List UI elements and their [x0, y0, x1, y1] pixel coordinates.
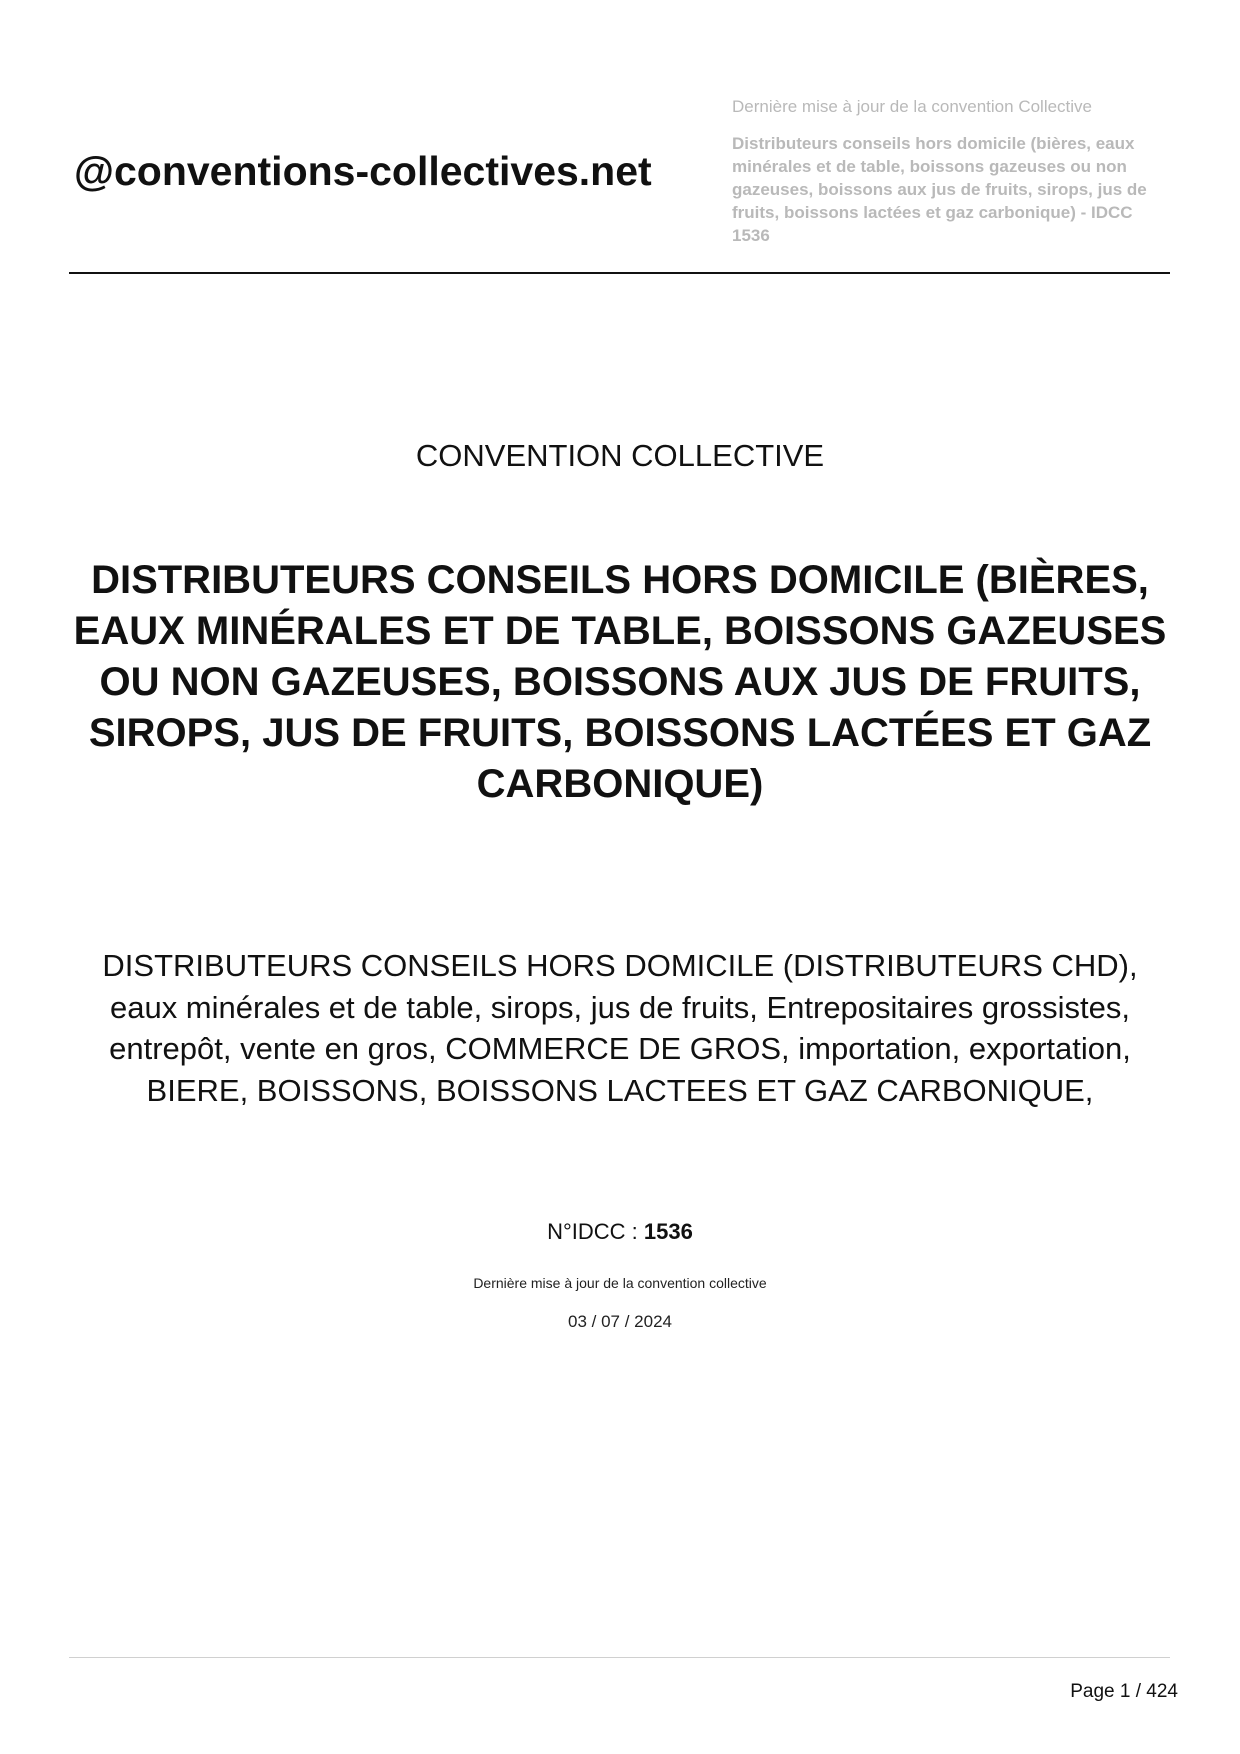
- update-date: 03 / 07 / 2024: [568, 1312, 672, 1331]
- header-convention-title: Distributeurs conseils hors domicile (bières, eaux minérales et de table, boissons gazeuses ou non gazeuses, boissons aux jus de fruits, sirops, jus de fruits, boissons lactées et gaz carbonique) - IDCC 1536: [732, 134, 1147, 245]
- site-name: @conventions-collectives.net: [74, 148, 652, 194]
- idcc-label: N°IDCC :: [547, 1219, 644, 1244]
- document-keywords: DISTRIBUTEURS CONSEILS HORS DOMICILE (DISTRIBUTEURS CHD), eaux minérales et de table, sirops, jus de fruits, Entrepositaires grossistes, entrepôt, vente en gros, COMMERCE DE GROS, importation, exportation, BIERE, BOISSONS, BOISSONS LACTEES ET GAZ CARBONIQUE,: [102, 948, 1138, 1108]
- idcc-line: [70, 1218, 1170, 1246]
- document-type: CONVENTION COLLECTIVE: [415, 438, 825, 473]
- header-update-label: Dernière mise à jour de la convention Collective: [732, 97, 1093, 116]
- footer-divider: [69, 1657, 1170, 1658]
- update-label: Dernière mise à jour de la convention collective: [473, 1275, 767, 1291]
- header-divider: [69, 272, 1170, 274]
- idcc-number: 1536: [643, 1219, 693, 1244]
- header-info: [732, 96, 1162, 247]
- page-number: Page 1 / 424: [1070, 1681, 1178, 1702]
- document-title: DISTRIBUTEURS CONSEILS HORS DOMICILE (BIÈRES, EAUX MINÉRALES ET DE TABLE, BOISSONS GAZEUSES OU NON GAZEUSES, BOISSONS AUX JUS DE FRUITS, SIROPS, JUS DE FRUITS, BOISSONS LACTÉES ET GAZ CARBONIQUE): [73, 558, 1167, 806]
